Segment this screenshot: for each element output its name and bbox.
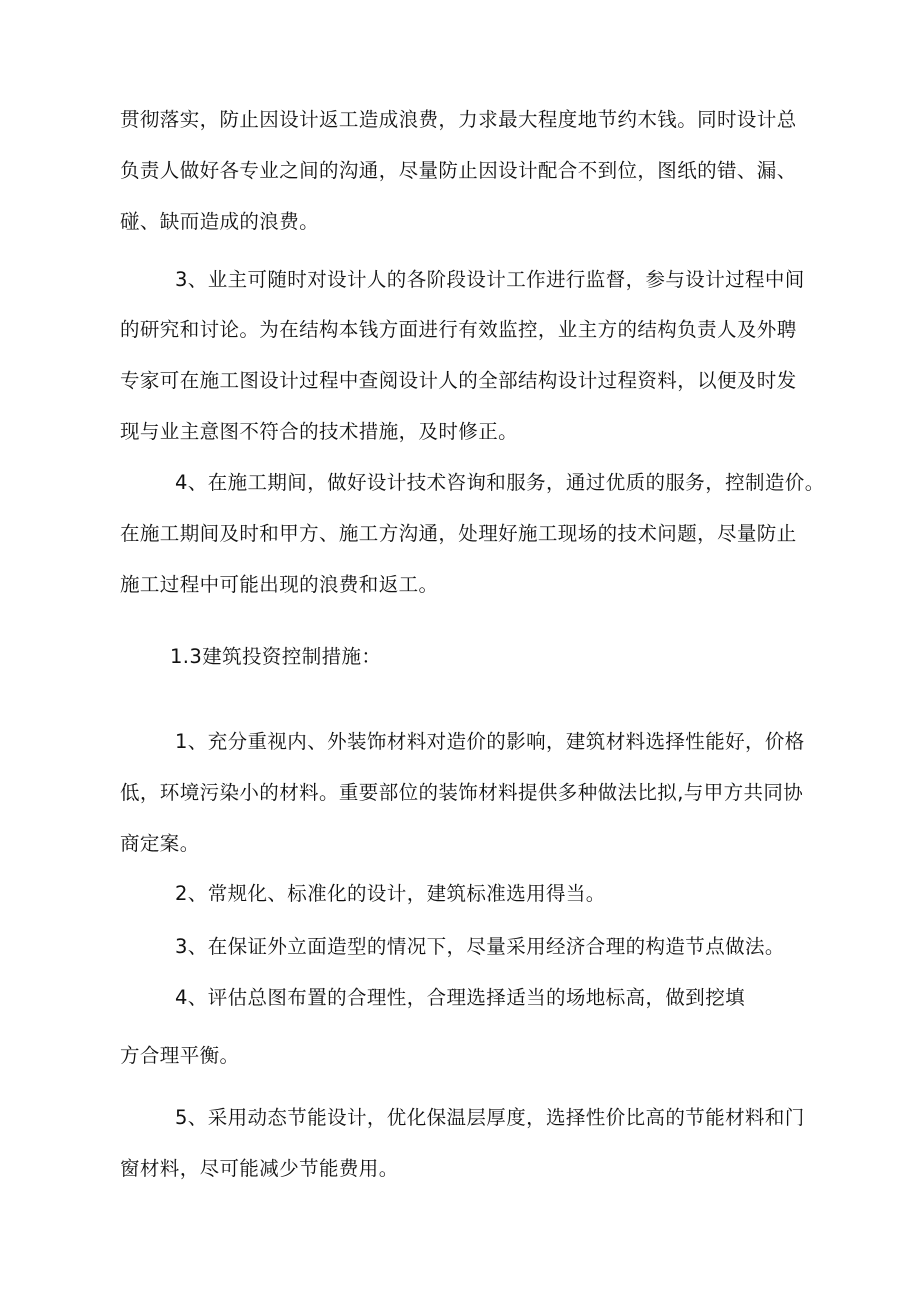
paragraph-6-line-1: 2、常规化、标准化的设计，建筑标准选用得当。 (175, 882, 606, 905)
paragraph-3-line-3: 施工过程中可能出现的浪费和返工。 (120, 573, 439, 596)
paragraph-5-line-3: 商定案。 (120, 832, 200, 855)
paragraph-5-line-2: 低，环境污染小的材料。重要部位的装饰材料提供多种做法比拟,与甲方共同协 (120, 781, 804, 804)
paragraph-9-line-2: 窗材料，尽可能减少节能费用。 (120, 1157, 399, 1180)
paragraph-1-line-2: 负责人做好各专业之间的沟通，尽量防止因设计配合不到位，图纸的错、漏、 (120, 159, 797, 182)
paragraph-8-line-2: 方合理平衡。 (120, 1044, 240, 1067)
paragraph-3-line-2: 在施工期间及时和甲方、施工方沟通，处理好施工现场的技术问题，尽量防止 (120, 522, 797, 545)
paragraph-2-line-3: 专家可在施工图设计过程中查阅设计人的全部结构设计过程资料，以便及时发 (120, 369, 797, 392)
paragraph-1-line-3: 碰、缺而造成的浪费。 (120, 210, 320, 233)
paragraph-7-line-1: 3、在保证外立面造型的情况下，尽量采用经济合理的构造节点做法。 (175, 935, 785, 958)
paragraph-2-line-2: 的研究和讨论。为在结构本钱方面进行有效监控，业主方的结构负责人及外聘 (120, 318, 797, 341)
paragraph-3-line-1: 4、在施工期间，做好设计技术咨询和服务，通过优质的服务，控制造价。 (175, 471, 825, 494)
paragraph-2-line-4: 现与业主意图不符合的技术措施，及时修正。 (120, 420, 519, 443)
paragraph-9-line-1: 5、采用动态节能设计，优化保温层厚度，选择性价比高的节能材料和门 (175, 1106, 805, 1129)
paragraph-1-line-1: 贯彻落实，防止因设计返工造成浪费，力求最大程度地节约木钱。同时设计总 (120, 108, 797, 131)
paragraph-8-line-1: 4、评估总图布置的合理性，合理选择适当的场地标高，做到挖填 (175, 986, 746, 1009)
section-heading: 1.3建筑投资控制措施： (170, 645, 382, 668)
paragraph-5-line-1: 1、充分重视内、外装饰材料对造价的影响，建筑材料选择性能好，价格 (175, 730, 805, 753)
paragraph-2-line-1: 3、业主可随时对设计人的各阶段设计工作进行监督，参与设计过程中间 (175, 268, 805, 291)
